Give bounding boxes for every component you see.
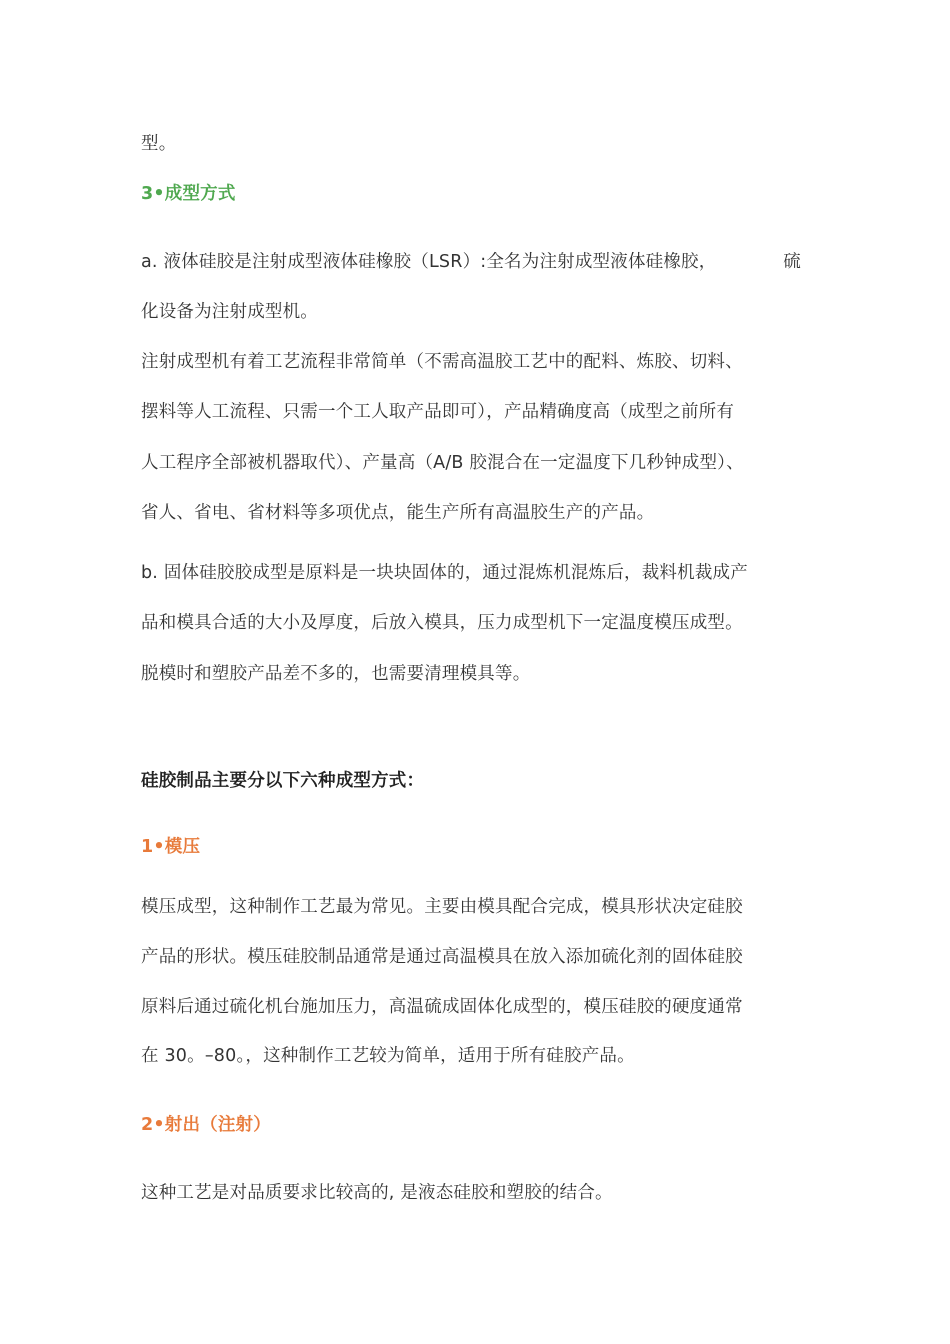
paragraph-line: 在 30。–80。，这种制作工艺较为简单，适用于所有硅胶产品。 — [141, 1046, 635, 1066]
paragraph-line: 省人、省电、省材料等多项优点，能生产所有高温胶生产的产品。 — [141, 503, 655, 523]
paragraph-line: b. 固体硅胶胶成型是原料是一块块固体的，通过混炼机混炼后，裁料机裁成产 — [141, 563, 748, 583]
paragraph-line: 这种工艺是对品质要求比较高的, 是液态硅胶和塑胶的结合。 — [141, 1183, 613, 1203]
section-heading-six-methods: 硅胶制品主要分以下六种成型方式： — [141, 771, 425, 791]
paragraph-line-text: a. 液体硅胶是注射成型液体硅橡胶（LSR）:全名为注射成型液体硅橡胶， — [141, 252, 717, 272]
paragraph-line: 原料后通过硫化机台施加压力，高温硫成固体化成型的，模压硅胶的硬度通常 — [141, 997, 743, 1017]
paragraph-line — [141, 249, 801, 275]
paragraph-line: 产品的形状。模压硅胶制品通常是通过高温模具在放入添加硫化剂的固体硅胶 — [141, 947, 743, 967]
section-heading-molding-method: 3•成型方式 — [141, 184, 236, 204]
paragraph-line: 注射成型机有着工艺流程非常简单（不需高温胶工艺中的配料、炼胶、切料、 — [141, 352, 743, 372]
section-heading-compression: 1•模压 — [141, 837, 201, 857]
paragraph-line: 模压成型，这种制作工艺最为常见。主要由模具配合完成，模具形状决定硅胶 — [141, 897, 743, 917]
paragraph-line: 品和模具合适的大小及厚度，后放入模具，压力成型机下一定温度模压成型。 — [141, 613, 743, 633]
section-heading-injection: 2•射出（注射） — [141, 1115, 271, 1135]
paragraph-line: 化设备为注射成型机。 — [141, 302, 318, 322]
paragraph-line: 人工程序全部被机器取代）、产量高（A/B 胶混合在一定温度下几秒钟成型）、 — [141, 453, 744, 473]
paragraph-line: 摆料等人工流程、只需一个工人取产品即可），产品精确度高（成型之前所有 — [141, 402, 735, 422]
paragraph-line: 型。 — [141, 134, 177, 154]
paragraph-line-text: 硫 — [783, 252, 801, 272]
paragraph-line: 脱模时和塑胶产品差不多的，也需要清理模具等。 — [141, 664, 531, 684]
